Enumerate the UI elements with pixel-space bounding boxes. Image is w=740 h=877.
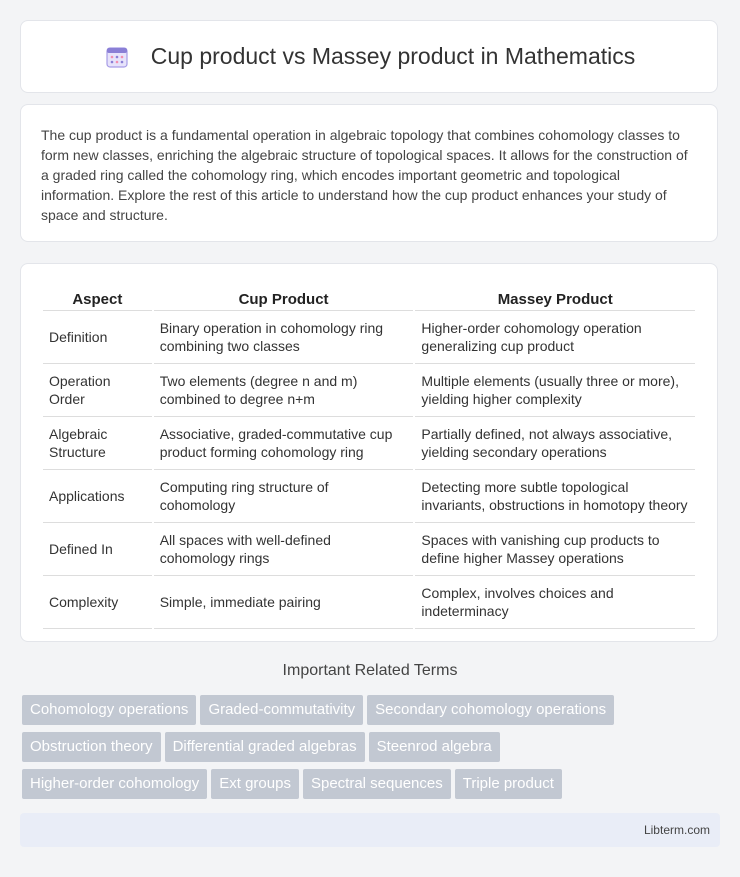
table-row (43, 576, 695, 629)
row-cup: Binary operation in cohomology ring combining two classes (154, 311, 414, 364)
row-massey: Complex, involves choices and indeterminacy (415, 576, 695, 629)
table-header-row (43, 286, 695, 311)
header-massey-product: Massey Product (415, 286, 695, 311)
related-terms-title: Important Related Terms (282, 662, 458, 679)
row-aspect: Complexity (43, 576, 152, 629)
tag-obstruction-theory[interactable]: Obstruction theory (22, 732, 161, 762)
row-massey: Partially defined, not always associative, yielding secondary operations (415, 417, 695, 470)
page-title: Cup product vs Massey product in Mathematics (150, 43, 636, 69)
tag-spectral-sequences[interactable]: Spectral sequences (303, 769, 451, 799)
header-aspect: Aspect (43, 286, 152, 311)
table-row (43, 523, 695, 576)
table-row (43, 417, 695, 470)
row-aspect: Definition (43, 311, 152, 364)
footer-site-link[interactable]: Libterm.com (643, 823, 710, 837)
table-row (43, 311, 695, 364)
row-aspect: Defined In (43, 523, 152, 576)
comparison-table (41, 286, 697, 629)
row-aspect: Algebraic Structure (43, 417, 152, 470)
tag-differential-graded-algebras[interactable]: Differential graded algebras (165, 732, 365, 762)
row-massey: Spaces with vanishing cup products to define higher Massey operations (415, 523, 695, 576)
table-row (43, 364, 695, 417)
tag-secondary-cohomology-operations[interactable]: Secondary cohomology operations (367, 695, 614, 725)
row-massey: Higher-order cohomology operation generalizing cup product (415, 311, 695, 364)
row-aspect: Operation Order (43, 364, 152, 417)
tag-cohomology-operations[interactable]: Cohomology operations (22, 695, 196, 725)
title-card (20, 20, 718, 93)
calendar-grid-icon (103, 43, 131, 71)
tag-triple-product[interactable]: Triple product (455, 769, 562, 799)
row-cup: Two elements (degree n and m) combined to degree n+m (154, 364, 414, 417)
tag-graded-commutativity[interactable]: Graded-commutativity (200, 695, 363, 725)
row-cup: Computing ring structure of cohomology (154, 470, 414, 523)
row-massey: Detecting more subtle topological invariants, obstructions in homotopy theory (415, 470, 695, 523)
intro-text: The cup product is a fundamental operation in algebraic topology that combines cohomology classes to form new classes, enriching the algebraic structure of topological spaces. It allows for the construction of a graded ring called the cohomology ring, which encodes important geometric and topological information. Explore the rest of this article to understand how the cup product enhances your study of space and structure. (41, 127, 688, 223)
related-tags (22, 695, 722, 806)
row-cup: All spaces with well-defined cohomology rings (154, 523, 414, 576)
tag-higher-order-cohomology[interactable]: Higher-order cohomology (22, 769, 207, 799)
row-cup: Simple, immediate pairing (154, 576, 414, 629)
row-cup: Associative, graded-commutative cup product forming cohomology ring (154, 417, 414, 470)
tag-ext-groups[interactable]: Ext groups (211, 769, 299, 799)
footer (20, 813, 720, 847)
header-cup-product: Cup Product (154, 286, 414, 311)
row-massey: Multiple elements (usually three or more), yielding higher complexity (415, 364, 695, 417)
comparison-card (20, 263, 718, 642)
table-row (43, 470, 695, 523)
tag-steenrod-algebra[interactable]: Steenrod algebra (369, 732, 500, 762)
row-aspect: Applications (43, 470, 152, 523)
intro-card (20, 104, 718, 242)
